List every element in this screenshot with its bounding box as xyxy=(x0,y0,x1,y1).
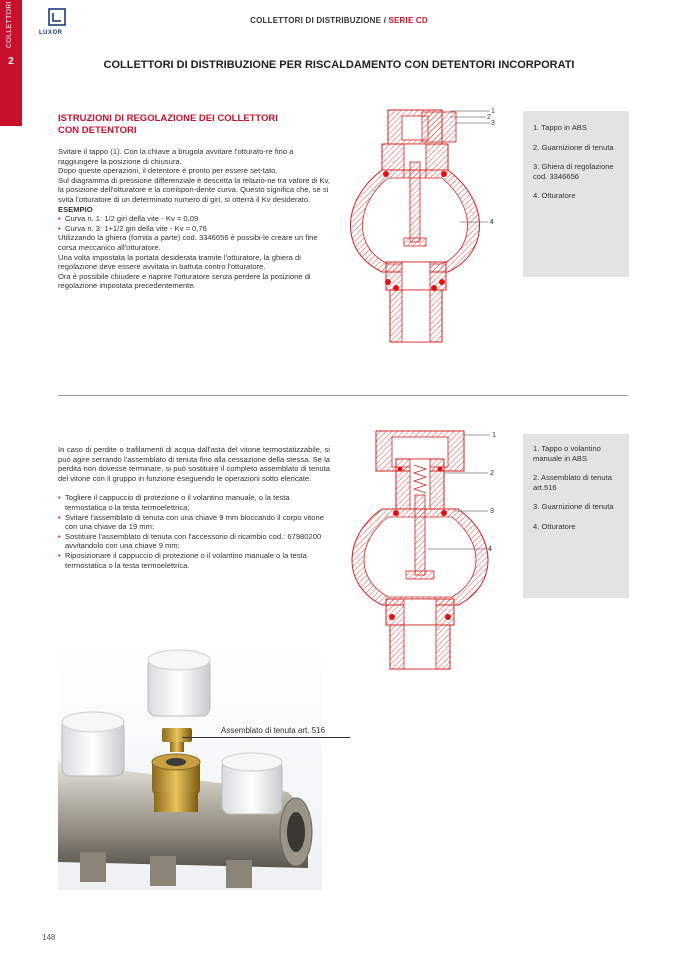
callout-1: 1 xyxy=(492,432,496,439)
manifold-photo xyxy=(58,642,322,890)
section-title-line: CON DETENTORI xyxy=(58,125,137,136)
page-title: COLLETTORI DI DISTRIBUZIONE PER RISCALDAMENTO CON DETENTORI INCORPORATI xyxy=(103,59,575,71)
example-label: ESEMPIO xyxy=(58,204,93,214)
legend-item: 4. Otturatore xyxy=(533,191,576,201)
photo-caption: Assemblato di tenuta art. 516 xyxy=(221,726,326,735)
legend-item: 1. Tappo in ABS xyxy=(533,123,587,132)
paragraph: Ora è possibile chiudere e riaprire l'otturatore senza perdere la posizione di regolazione impostata precedentemente. xyxy=(58,271,311,291)
callout-2: 2 xyxy=(490,470,494,477)
callout-1: 1 xyxy=(491,108,495,115)
legend-box xyxy=(523,111,629,277)
legend-item: 1. Tappo o volantino manuale in ABS xyxy=(533,444,601,463)
valve-section-drawing-1 xyxy=(330,102,510,352)
paragraph: Dopo queste operazioni, il detentore è pronto per essere set-tato. xyxy=(58,166,278,176)
chapter-label: COLLETTORI xyxy=(6,1,13,48)
running-header xyxy=(0,16,678,25)
list-item: • Curva n. 3: 1+1/2 giri della vite - Kv = 0,76 xyxy=(58,224,330,234)
list-item: • Togliere il cappuccio di protezione o il volantino manuale, o la testa termostatica o la testa termoelettrica; xyxy=(58,493,330,512)
paragraph: Sul diagramma di pressione differenziale è descritta la relazio-ne tra valore di Kv, la posizione dell'otturatore e la corrispon-dente curva. Questo significa che, se si svita l'otturatore di un determinato numero di giri, si otterrà il Kv desiderato. xyxy=(58,175,330,204)
header-series: SERIE CD xyxy=(388,16,428,25)
legend-item: 3. Ghiera di regolazione cod. 3346656 xyxy=(533,162,614,181)
list-item: • Svitare l'assemblato di tenuta con una chiave 9 mm bloccando il corpo vitone con una chiave da 19 mm; xyxy=(58,513,330,532)
callout-3: 3 xyxy=(490,508,494,515)
section-title xyxy=(58,113,328,137)
instructions-text xyxy=(58,147,330,291)
legend-item: 4. Otturatore xyxy=(533,521,576,531)
callout-4: 4 xyxy=(488,546,492,553)
list-item: • Sostituire l'assemblato di tenuta con l'accessorio di ricambio cod.: 67980200 avvitandolo con una chiave 9 mm; xyxy=(58,532,330,551)
callout-2: 2 xyxy=(487,114,491,121)
steps-list xyxy=(58,493,330,570)
valve-section-drawing-2 xyxy=(330,425,510,675)
callout-4: 4 xyxy=(490,219,494,226)
header-title: COLLETTORI DI DISTRIBUZIONE xyxy=(250,16,382,25)
list-item: • Riposizionare il cappuccio di protezione o il volantino manuale o la testa termostatica o la testa termoelettrica. xyxy=(58,551,330,570)
paragraph: Svitare il tappo (1). Con la chiave a brugola avvitare l'otturato-re fino a raggiungere la posizione di chiusura. xyxy=(58,147,294,166)
page-number: 148 xyxy=(42,933,56,942)
legend-item: 2. Guarnizione di tenuta xyxy=(533,142,614,152)
brand-name: LUXOR xyxy=(39,30,63,36)
header-separator: / xyxy=(383,16,387,25)
callout-3: 3 xyxy=(491,120,495,127)
legend-box xyxy=(523,434,629,598)
legend-item: 3. Guarnizione di tenuta xyxy=(533,502,614,512)
paragraph: Una volta impostata la portata desiderata tramite l'otturatore, la ghiera di regolazione deve essere avvitata in battuta contro l'otturatore. xyxy=(58,252,301,272)
example-list xyxy=(58,214,330,233)
section-title-line: ISTRUZIONI DI REGOLAZIONE DEI COLLETTORI xyxy=(58,113,278,124)
callout-leader xyxy=(192,737,350,738)
paragraph: Utilizzando la ghiera (fornita a parte) cod. 3346656 è possibi-le creare un fine corsa meccanico all'otturatore. xyxy=(58,233,318,252)
list-item: • Curva n. 1: 1/2 giri della vite - Kv = 0,09 xyxy=(58,214,330,224)
maintenance-text xyxy=(58,445,330,570)
section-divider xyxy=(58,395,628,396)
legend-item: 2. Assemblato di tenuta art.516 xyxy=(533,473,612,492)
chapter-number: 2 xyxy=(8,56,14,67)
paragraph: In caso di perdite o trafilamenti di acqua dall'asta del vitone termostatizzabile, si può agire serrando l'assemblato di tenuta fino alla cessazione della stessa. Se la perdita non dovesse terminare, si può sostituire il completo assemblato di tenuta del vitone con il gruppo in funzione eseguendo le operazioni sotto elencate. xyxy=(58,445,330,483)
